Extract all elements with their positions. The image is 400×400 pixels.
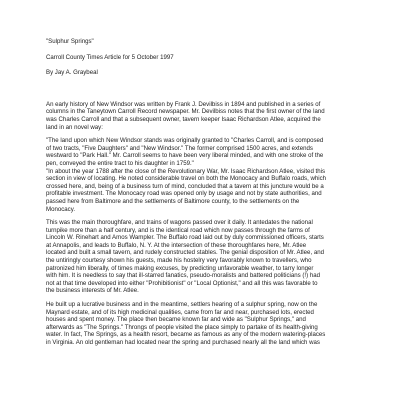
paragraph-line: columns in the Taneytown Carroll Record newspaper. Mr. Devilbiss notes that the first owner of the land [46,108,325,116]
paragraph-line: patronized him liberally, of times making excuses, by predicting unfavorable weather, to tarry longer [46,264,314,272]
paragraph-line: was Charles Carroll and that a subsequent owner, tavern keeper Isaac Richardson Atlee, acquired the [46,115,321,123]
paragraph [46,101,362,131]
article-source: Carroll County Times Article for 5 October 1997 [46,53,174,61]
paragraph-line: crossed here, and, being of a business turn of mind, concluded that a tavern at this juncture would be a [46,182,324,190]
paragraph-line: westward to "Park Hall." Mr. Carroll seems to have been very liberal minded, and with one stroke of the [46,152,324,160]
paragraph-line: the untiringly courtesy shown his guests, made his hostelry very favorably known to travellers, who [46,257,312,265]
paragraph-line: turnpike more than a half century, and is the identical road which now passes through the farms of [46,226,310,234]
paragraph-line: the business interests of Mr. Atlee. [46,287,139,295]
paragraph-line: An early history of New Windsor was written by Frank J. Devilbiss in 1894 and published in a series of [46,100,321,108]
paragraph-line: houses and spent money. The place then became known far and wide as "Sulphur Springs," and [46,316,306,324]
paragraph-line: Monocacy. [46,205,76,213]
paragraph-line: afterwards as "The Springs." Throngs of people visited the place simply to partake of its health-giving [46,323,318,331]
paragraph-line: passed here from Baltimore and the settlements of Baltimore county, to the settlements on the [46,197,300,205]
article-title: "Sulphur Springs" [46,38,94,45]
paragraph-line: in Virginia. An old gentleman had located near the spring and purchased nearly all the land which was [46,339,320,346]
paragraph-line: not at that time developed into either "Prohibitionist" or "Local Optionist," and all this was favorable to [46,279,318,287]
article-byline: By Jay A. Graybeal [46,69,98,77]
paragraph-line: located and built a small tavern, and rudely constructed stables. The genial disposition of Mr. Atlee, and [46,249,324,257]
paragraph-line: of two tracts, "Five Daughters" and "New Windsor." The former comprised 1500 acres, and extends [46,144,313,152]
paragraph [46,219,362,295]
paragraph [46,301,362,347]
paragraph-line: with him. It is needless to say that ill-starred fanatics, pseudo-moralists and battered politicians (!) had [46,272,321,280]
paragraph-line: This was the main thoroughfare, and trains of wagons passed over it daily. It antedates the national [46,219,313,227]
paragraph-line: Lincoln W. Rinehart and Amos Wampler. The Buffalo road laid out by duly commissioned officers, starts [46,234,324,242]
paragraph-line: land in an novel way: [46,123,103,131]
paragraph-line: "The land upon which New Windsor stands was originally granted to "Charles Carroll, and is composed [46,137,324,145]
paragraph-line: profitable investment. The Monocacy road was opened only by usage and not by state authorities, and [46,190,322,198]
paragraph-line: Maynard estate, and of its high medicinal qualities, came from far and near, purchased lots, erected [46,308,314,316]
paragraph-line: water. In fact, The Springs, as a health resort, became as famous as any of the modern watering-places [46,331,326,339]
paragraph-line: He built up a lucrative business and in the meantime, settlers hearing of a sulphur spring, now on the [46,301,318,309]
paragraph-line: section in view of locating. He noted considerable travel on both the Monocacy and Buffalo roads, which [46,175,327,183]
quote-paragraph [46,137,362,213]
paragraph-line: pen, conveyed the entire tract to his daughter in 1759." [46,159,194,167]
paragraph-line: at Annapolis, and leads to Buffalo, N. Y. At the intersection of these thoroughfares here, Mr. Atlee [46,241,307,249]
article-body [46,38,362,347]
paragraph-line: "In about the year 1788 after the close of the Revolutionary War, Mr. Isaac Richardson Atlee, visited this [46,167,326,175]
